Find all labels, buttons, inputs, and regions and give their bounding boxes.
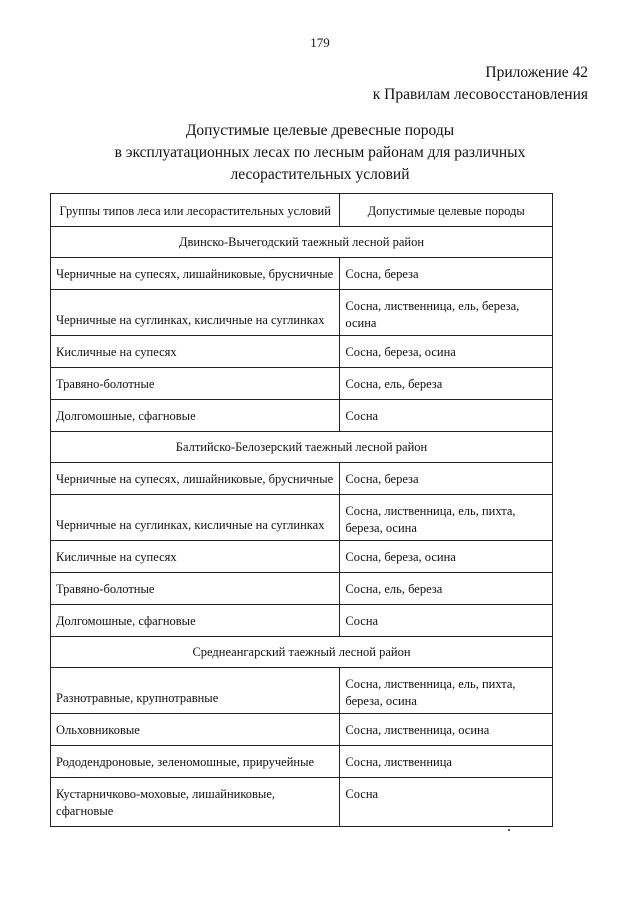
table-row <box>51 778 553 827</box>
forest-type-cell: Кисличные на супесях <box>51 541 340 573</box>
forest-type-cell: Травяно-болотные <box>51 368 340 400</box>
species-cell: Сосна, береза <box>340 463 553 495</box>
appendix-rules: к Правилам лесовосстановления <box>372 86 588 103</box>
forest-type-cell: Кустарничково-моховые, лишайниковые, сфагновые <box>51 778 340 827</box>
table-body <box>51 227 553 827</box>
table-row <box>51 258 553 290</box>
forest-type-cell: Черничные на супесях, лишайниковые, брусничные <box>51 463 340 495</box>
table-header-row <box>51 194 553 227</box>
table-row <box>51 463 553 495</box>
species-table <box>50 193 553 827</box>
forest-type-cell: Долгомошные, сфагновые <box>51 400 340 432</box>
table-row <box>51 336 553 368</box>
species-cell: Сосна, береза, осина <box>340 541 553 573</box>
species-cell: Сосна, лиственница <box>340 746 553 778</box>
page-number: 179 <box>310 35 330 50</box>
species-cell: Сосна <box>340 400 553 432</box>
table-row <box>51 714 553 746</box>
region-name: Среднеангарский таежный лесной район <box>51 637 553 668</box>
species-cell: Сосна, лиственница, ель, пихта, береза, осина <box>340 495 553 541</box>
title-line-1: Допустимые целевые древесные породы <box>185 122 455 139</box>
forest-type-cell: Черничные на суглинках, кисличные на суглинках <box>51 290 340 336</box>
forest-type-cell: Травяно-болотные <box>51 573 340 605</box>
header-forest-type: Группы типов леса или лесорастительных условий <box>51 194 340 227</box>
species-cell: Сосна <box>340 778 553 827</box>
species-cell: Сосна <box>340 605 553 637</box>
table-row <box>51 541 553 573</box>
title-line-2: в эксплуатационных лесах по лесным районам для различных <box>114 144 526 161</box>
table-row <box>51 495 553 541</box>
table-row <box>51 400 553 432</box>
species-cell: Сосна, ель, береза <box>340 573 553 605</box>
appendix-reference <box>373 62 588 106</box>
table-row <box>51 368 553 400</box>
species-cell: Сосна, береза, осина <box>340 336 553 368</box>
forest-type-cell: Долгомошные, сфагновые <box>51 605 340 637</box>
forest-type-cell: Разнотравные, крупнотравные <box>51 668 340 714</box>
table-row <box>51 746 553 778</box>
table-row <box>51 573 553 605</box>
header-species: Допустимые целевые породы <box>340 194 553 227</box>
forest-type-cell: Черничные на супесях, лишайниковые, брусничные <box>51 258 340 290</box>
region-name: Двинско-Вычегодский таежный лесной район <box>51 227 553 258</box>
forest-type-cell: Черничные на суглинках, кисличные на суглинках <box>51 495 340 541</box>
document-title <box>0 120 640 186</box>
species-cell: Сосна, лиственница, ель, береза, осина <box>340 290 553 336</box>
table-row <box>51 290 553 336</box>
region-row <box>51 432 553 463</box>
species-cell: Сосна, береза <box>340 258 553 290</box>
forest-type-cell: Кисличные на супесях <box>51 336 340 368</box>
forest-type-cell: Рододендроновые, зеленомошные, приручейные <box>51 746 340 778</box>
forest-type-cell: Ольховниковые <box>51 714 340 746</box>
appendix-number: Приложение 42 <box>485 64 588 81</box>
table-row <box>51 668 553 714</box>
species-cell: Сосна, ель, береза <box>340 368 553 400</box>
species-cell: Сосна, лиственница, осина <box>340 714 553 746</box>
species-cell: Сосна, лиственница, ель, пихта, береза, осина <box>340 668 553 714</box>
region-name: Балтийско-Белозерский таежный лесной район <box>51 432 553 463</box>
region-row <box>51 637 553 668</box>
title-line-3: лесорастительных условий <box>230 166 410 183</box>
region-row <box>51 227 553 258</box>
table-row <box>51 605 553 637</box>
scan-dot <box>508 829 510 831</box>
